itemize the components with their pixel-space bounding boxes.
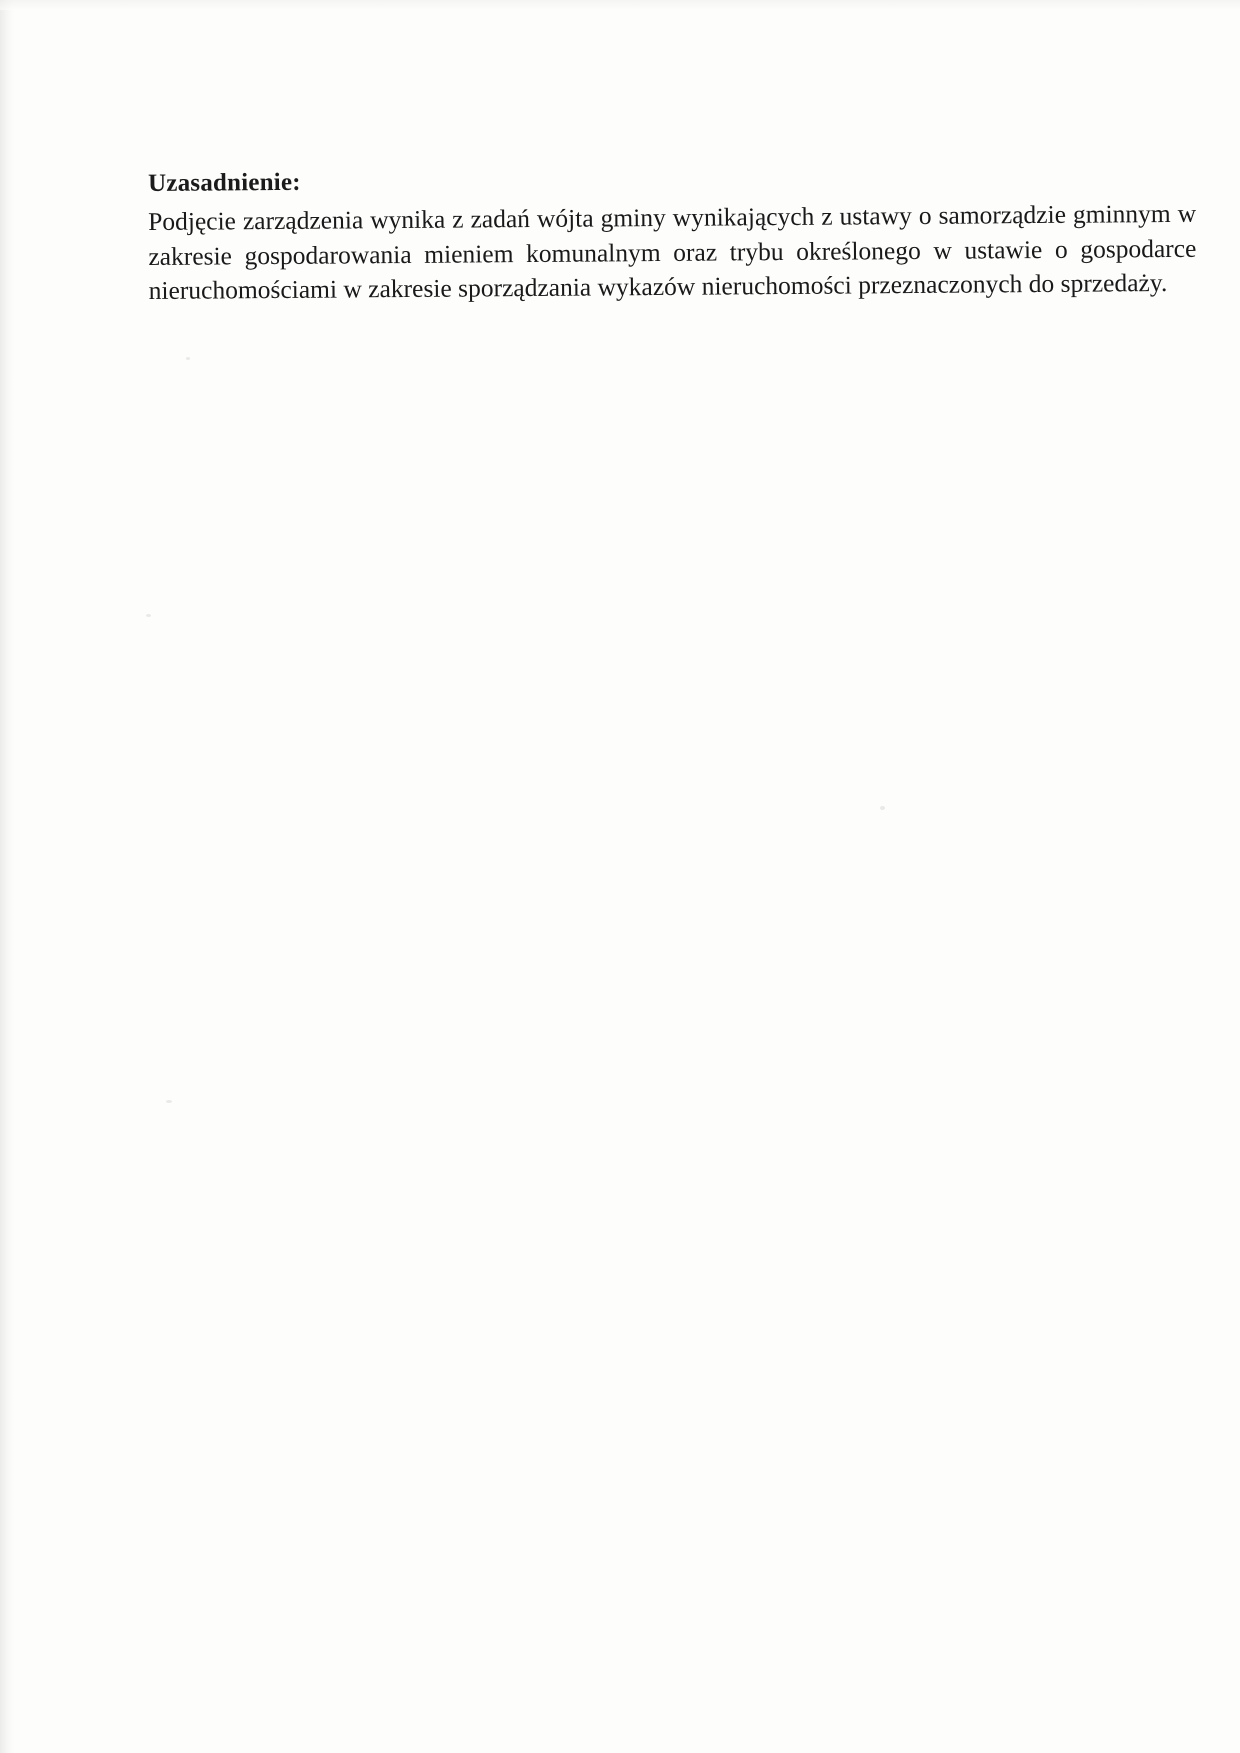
heading-wrapper: [148, 160, 1198, 199]
scan-edge-top: [0, 0, 1240, 10]
document-text-block: [148, 168, 1198, 309]
section-heading: Uzasadnienie:: [148, 168, 301, 197]
scan-speck: [146, 614, 151, 617]
scan-speck: [186, 357, 190, 360]
scan-edge-left: [0, 0, 14, 1753]
scan-speck: [166, 1100, 172, 1103]
justification-paragraph: Podjęcie zarządzenia wynika z zadań wójta gminy wynikających z ustawy o samorządzie gminnym w zakresie gospodarowania mieniem komunalnym oraz trybu określonego w ustawie o gospodarce nieruchomościami w zakresie sporządzania wykazów nieruchomości przeznaczonych do sprzedaży.: [148, 199, 1197, 306]
scan-speck: [880, 806, 885, 810]
